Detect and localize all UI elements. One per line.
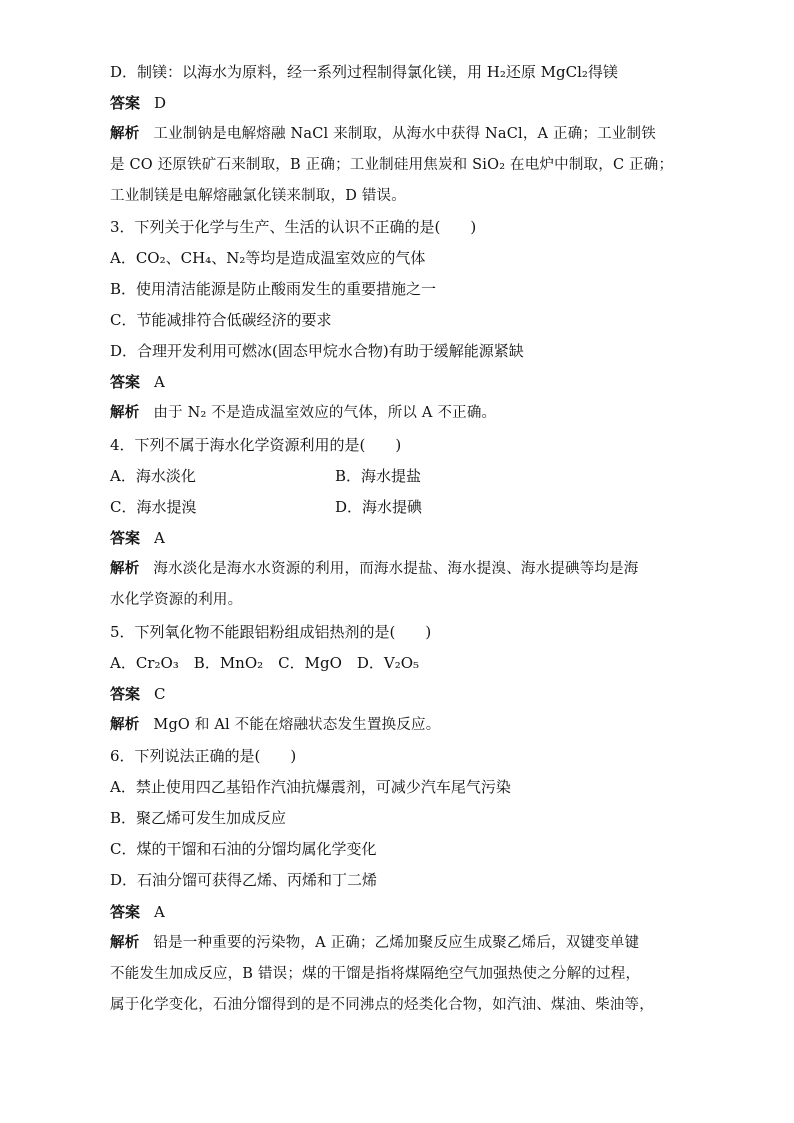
q6-option-b: B．聚乙烯可发生加成反应 bbox=[110, 809, 287, 827]
q6-analysis-line-3: 属于化学变化，石油分馏得到的是不同沸点的烃类化合物，如汽油、煤油、柴油等， bbox=[110, 997, 654, 1013]
analysis-label: 解析 bbox=[110, 716, 140, 733]
analysis-text: 工业制钠是电解熔融 NaCl 来制取，从海水中获得 NaCl，A 正确；工业制铁 bbox=[153, 126, 656, 142]
q2-analysis-line-3: 工业制镁是电解熔融氯化镁来制取，D 错误。 bbox=[110, 188, 406, 204]
answer-value: D bbox=[154, 94, 167, 112]
answer-label: 答案 bbox=[110, 373, 141, 391]
analysis-label: 解析 bbox=[110, 125, 140, 142]
q4-options-row-1 bbox=[110, 466, 690, 486]
answer-value: C bbox=[154, 685, 166, 703]
answer-label: 答案 bbox=[110, 529, 141, 547]
q6-answer bbox=[110, 902, 690, 922]
q5-analysis-line-1 bbox=[110, 715, 690, 735]
answer-label: 答案 bbox=[110, 903, 141, 921]
q2-analysis-line-2: 是 CO 还原铁矿石来制取，B 正确；工业制硅用焦炭和 SiO₂ 在电炉中制取，C 正确； bbox=[110, 157, 674, 173]
q4-analysis-line-1 bbox=[110, 559, 690, 579]
q4-options-row-2 bbox=[110, 497, 690, 517]
analysis-text: 由于 N₂ 不是造成温室效应的气体，所以 A 不正确。 bbox=[153, 405, 497, 421]
q2-analysis-line-1 bbox=[110, 124, 690, 144]
q4-option-d: D．海水提碘 bbox=[335, 498, 423, 516]
q4-option-b: B．海水提盐 bbox=[335, 467, 422, 485]
q3-analysis-line-1 bbox=[110, 403, 690, 423]
q3-option-b: B．使用清洁能源是防止酸雨发生的重要措施之一 bbox=[110, 280, 437, 298]
q6-analysis-line-1 bbox=[110, 933, 690, 953]
analysis-text: MgO 和 Al 不能在熔融状态发生置换反应。 bbox=[153, 717, 441, 733]
q4-answer bbox=[110, 528, 690, 548]
answer-value: A bbox=[154, 529, 165, 547]
q6-option-c: C．煤的干馏和石油的分馏均属化学变化 bbox=[110, 840, 377, 858]
q6-option-a: A．禁止使用四乙基铅作汽油抗爆震剂，可减少汽车尾气污染 bbox=[110, 778, 511, 796]
q6-option-d: D．石油分馏可获得乙烯、丙烯和丁二烯 bbox=[110, 871, 378, 889]
q6-stem: 6．下列说法正确的是( ) bbox=[110, 747, 297, 765]
q5-stem: 5．下列氧化物不能跟铝粉组成铝热剂的是( ) bbox=[110, 623, 432, 641]
analysis-text: 海水淡化是海水水资源的利用，而海水提盐、海水提溴、海水提碘等均是海 bbox=[153, 561, 639, 577]
analysis-text: 铅是一种重要的污染物，A 正确；乙烯加聚反应生成聚乙烯后，双键变单键 bbox=[153, 935, 640, 951]
answer-value: A bbox=[154, 373, 165, 391]
q2-answer bbox=[110, 93, 690, 113]
q4-stem: 4．下列不属于海水化学资源利用的是( ) bbox=[110, 436, 402, 454]
answer-value: A bbox=[154, 903, 165, 921]
q3-answer bbox=[110, 372, 690, 392]
q3-option-a: A．CO₂、CH₄、N₂等均是造成温室效应的气体 bbox=[110, 249, 426, 267]
q3-option-d: D．合理开发利用可燃冰(固态甲烷水合物)有助于缓解能源紧缺 bbox=[110, 342, 524, 360]
q5-options: A．Cr₂O₃ B．MnO₂ C．MgO D．V₂O₅ bbox=[110, 654, 420, 672]
analysis-label: 解析 bbox=[110, 560, 140, 577]
q2-option-d: D．制镁：以海水为原料，经一系列过程制得氯化镁，用 H₂还原 MgCl₂得镁 bbox=[110, 63, 618, 81]
analysis-label: 解析 bbox=[110, 404, 140, 421]
q3-stem: 3．下列关于化学与生产、生活的认识不正确的是( ) bbox=[110, 218, 477, 236]
answer-label: 答案 bbox=[110, 685, 141, 703]
q4-option-c: C．海水提溴 bbox=[110, 498, 197, 516]
q6-analysis-line-2: 不能发生加成反应，B 错误；煤的干馏是指将煤隔绝空气加强热使之分解的过程， bbox=[110, 966, 641, 982]
q5-answer bbox=[110, 684, 690, 704]
analysis-label: 解析 bbox=[110, 934, 140, 951]
answer-label: 答案 bbox=[110, 94, 141, 112]
q4-analysis-line-2: 水化学资源的利用。 bbox=[110, 592, 243, 608]
q3-option-c: C．节能减排符合低碳经济的要求 bbox=[110, 311, 332, 329]
q4-option-a: A．海水淡化 bbox=[110, 467, 196, 485]
